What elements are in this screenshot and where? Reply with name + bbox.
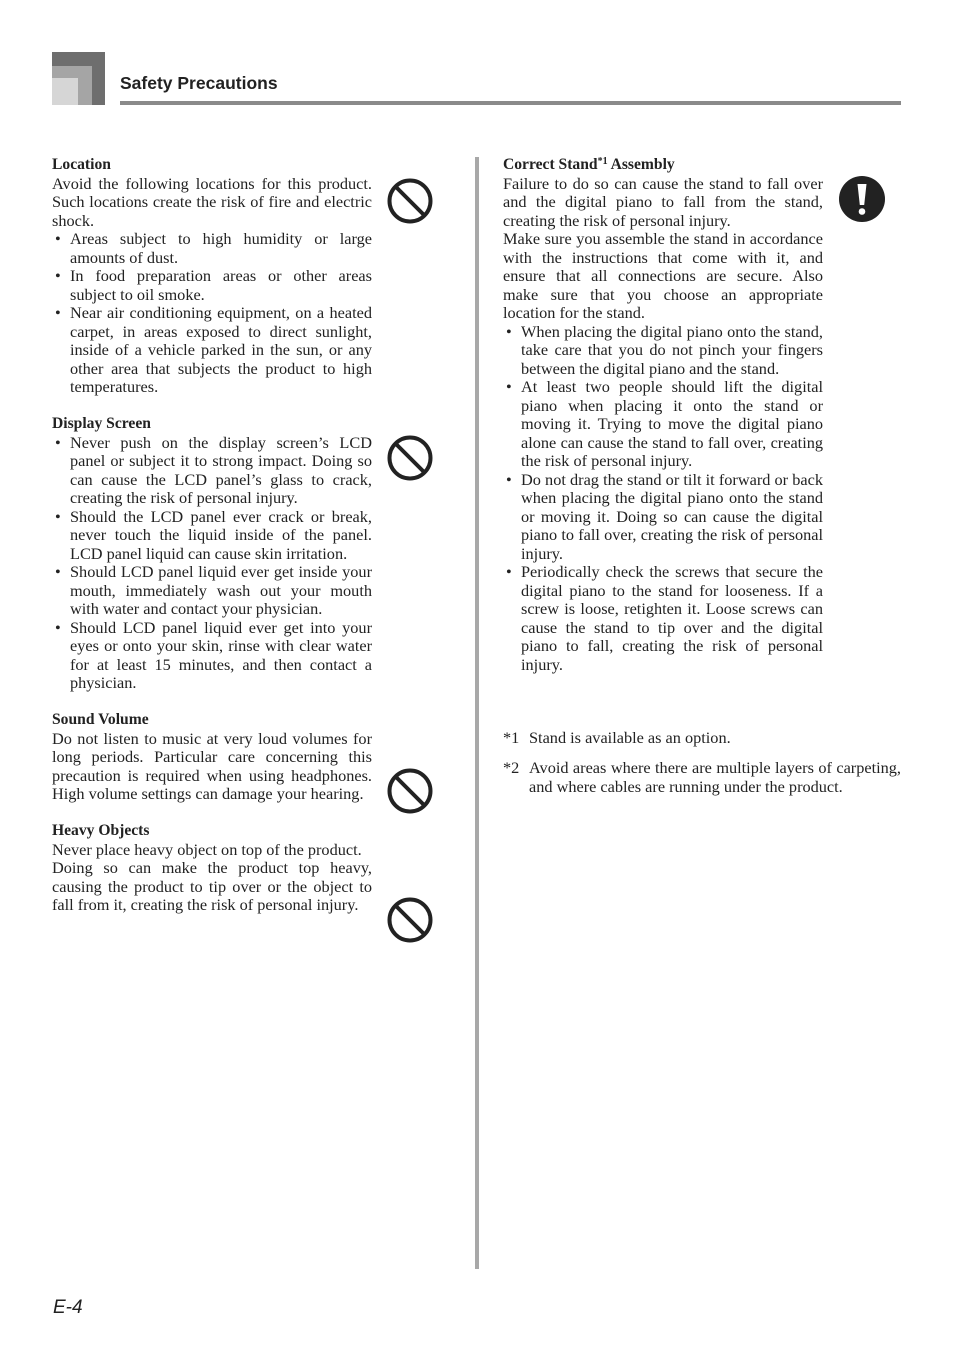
- bullet-item: • Areas subject to high humidity or large amounts of dust.: [52, 230, 372, 267]
- section-correct-stand-assembly: [503, 156, 823, 674]
- section-title: [503, 156, 823, 175]
- bullet-item: • Periodically check the screws that secure the digital piano to the stand for looseness. If a screw is loose, retighten it. Loose screws can cause the stand to tip over and the digital piano to fall, creating the risk of personal injury.: [503, 563, 823, 674]
- section-paragraph: Avoid the following locations for this product. Such locations create the risk of fire and electric shock.: [52, 173, 372, 230]
- section-heavy-objects: [52, 822, 372, 915]
- bullet-item: • Should LCD panel liquid ever get into your eyes or onto your skin, rinse with clear water for at least 15 minutes, and then contact a physician.: [52, 619, 372, 693]
- section-paragraph: Never place heavy object on top of the product.: [52, 839, 362, 859]
- footnote-mark: *2: [503, 758, 520, 777]
- section-title-text: Correct Stand: [503, 156, 598, 173]
- section-title: Sound Volume: [52, 711, 149, 728]
- header-block-light: [52, 78, 78, 105]
- bullet-item: • Near air conditioning equipment, on a heated carpet, in areas exposed to direct sunlight, inside of a vehicle parked in the sun, or any other area that subjects the product to high temperatures.: [52, 304, 372, 397]
- page-number: E-4: [53, 1297, 83, 1318]
- bullet-item: • Should the LCD panel ever crack or break, never touch the liquid inside of the panel. LCD panel liquid can cause skin irritation.: [52, 508, 372, 564]
- footnote-text: Stand is available as an option.: [529, 728, 731, 747]
- section-location: [52, 156, 372, 397]
- footnote-ref: *1: [597, 156, 608, 167]
- bullet-item: • Do not drag the stand or tilt it forward or back when placing the digital piano onto the stand or moving it. Doing so can cause the digital piano to fall over, creating the risk of personal injury.: [503, 471, 823, 564]
- prohibition-icon: [386, 434, 434, 482]
- footnotes: [503, 729, 901, 808]
- section-paragraph: Doing so can make the product top heavy, causing the product to tip over or the object to fall from it, creating the risk of personal injury.: [52, 858, 372, 914]
- bullet-list: [52, 230, 372, 397]
- right-column: [503, 156, 823, 693]
- section-title-text: Assembly: [607, 156, 675, 173]
- prohibition-icon: [386, 896, 434, 944]
- bullet-list: [52, 434, 372, 693]
- section-paragraph: Do not listen to music at very loud volumes for long periods. Particular care concerning this precaution is required when using headphones. High volume settings can damage your hearing.: [52, 728, 372, 803]
- footnote: [503, 729, 901, 748]
- section-sound-volume: [52, 711, 372, 804]
- header-rule: [120, 101, 901, 105]
- prohibition-icon: [386, 767, 434, 815]
- bullet-item: • Never push on the display screen’s LCD panel or subject it to strong impact. Doing so can cause the LCD panel’s glass to crack, creating the risk of personal injury.: [52, 434, 372, 508]
- footnote: [503, 759, 901, 796]
- column-divider: [475, 157, 479, 1269]
- exclamation-mandatory-icon: [838, 175, 886, 223]
- section-paragraph: Failure to do so can cause the stand to fall over and the digital piano to fall from the stand, creating the risk of personal injury.: [503, 173, 823, 230]
- section-title: Display Screen: [52, 415, 151, 432]
- bullet-item: • In food preparation areas or other areas subject to oil smoke.: [52, 267, 372, 304]
- prohibition-icon: [386, 177, 434, 225]
- bullet-item: • At least two people should lift the digital piano when placing it onto the stand or moving it. Trying to move the digital piano alone can cause the stand to fall over, creating the risk of personal injury.: [503, 378, 823, 471]
- page-title: Safety Precautions: [120, 73, 278, 93]
- section-paragraph: Make sure you assemble the stand in accordance with the instructions that come with it, and ensure that all connections are secure. Also make sure that you choose an appropriate location for the stand.: [503, 229, 823, 322]
- bullet-list: [503, 323, 823, 675]
- section-display-screen: [52, 415, 372, 693]
- footnote-text: Avoid areas where there are multiple layers of carpeting, and where cables are running under the product.: [529, 758, 901, 796]
- left-column: [52, 156, 372, 933]
- bullet-item: • Should LCD panel liquid ever get inside your mouth, immediately wash out your mouth with water and contact your physician.: [52, 563, 372, 619]
- footnote-mark: *1: [503, 728, 520, 747]
- bullet-item: • When placing the digital piano onto the stand, take care that you do not pinch your fingers between the digital piano and the stand.: [503, 323, 823, 379]
- header-block-decoration: [52, 52, 105, 105]
- section-title: Location: [52, 156, 111, 173]
- section-title: Heavy Objects: [52, 822, 150, 839]
